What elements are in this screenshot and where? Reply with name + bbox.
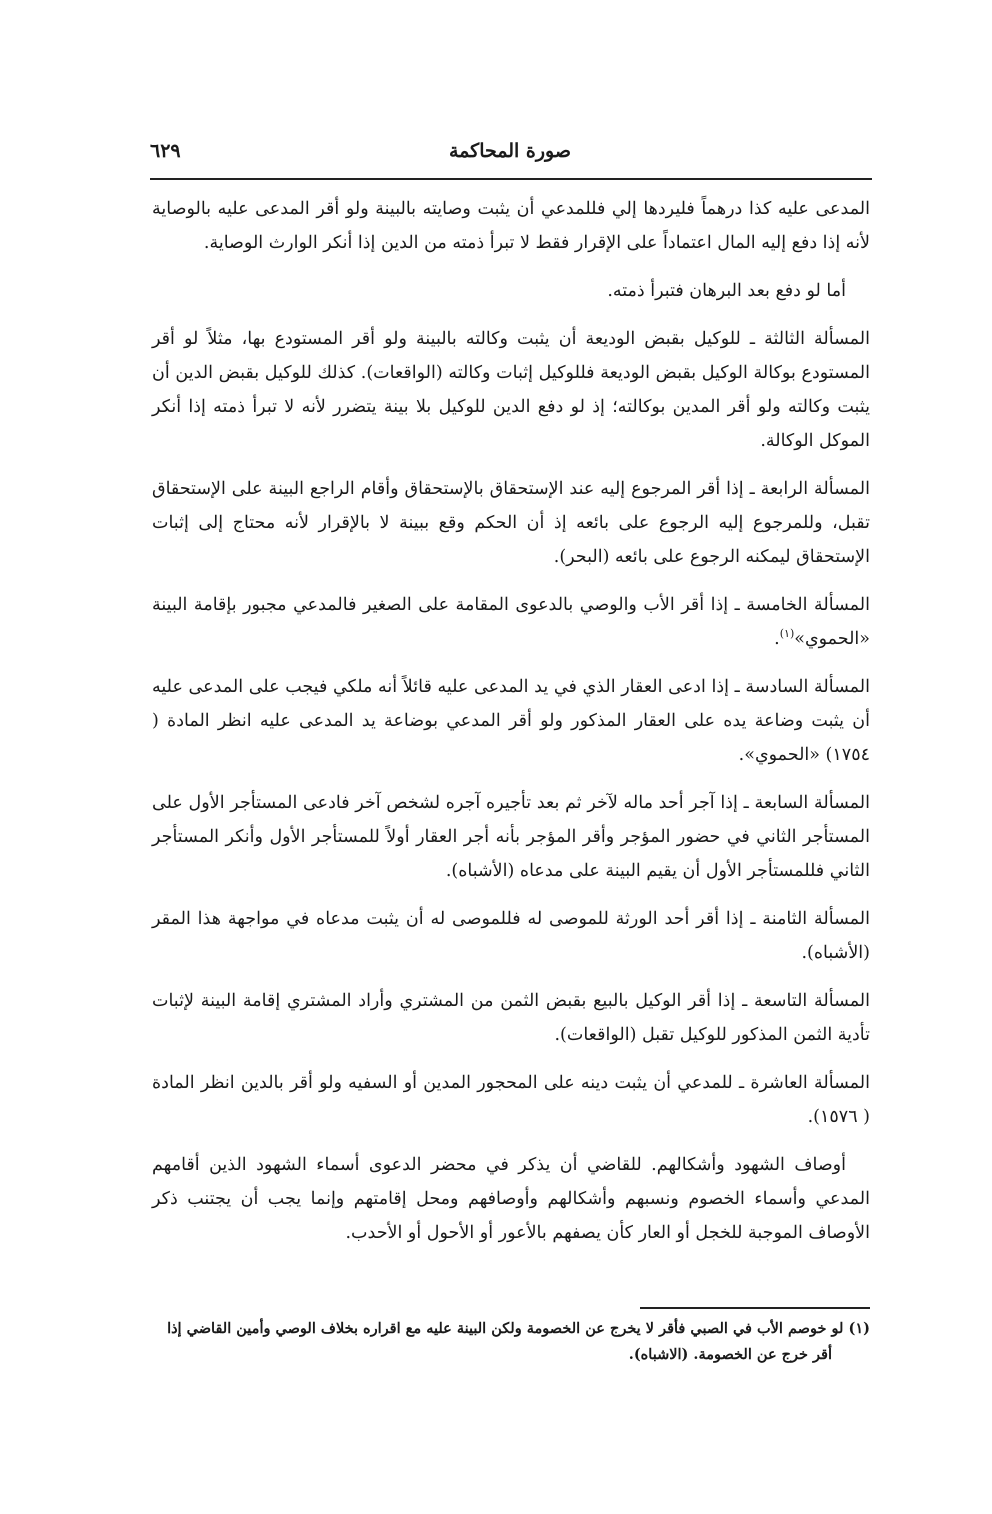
paragraph: [152, 588, 870, 656]
paragraph: أما لو دفع بعد البرهان فتبرأ ذمته.: [607, 281, 846, 301]
page-number: ٦٢٩: [150, 140, 181, 162]
footnote-rule: [640, 1307, 870, 1309]
paragraph: أوصاف الشهود وأشكالهم. للقاضي أن يذكر في محضر الدعوى أسماء الشهود الذين أقامهم المدعي وأسماء الخصوم ونسبهم وأشكالهم وأوصافهم ومحل إقامتهم وإنما يجب أن يجتنب ذكر الأوصاف الموجبة للخجل أو العار كأن يصفهم بالأعور أو الأحول أو الأحدب.: [152, 1155, 870, 1243]
footnote-ref: (١): [779, 627, 795, 641]
paragraph: المسألة الثالثة ـ للوكيل بقبض الوديعة أن يثبت وكالته بالبينة ولو أقر المستودع بها، مثلاً لو أقر المستودع بوكالة الوكيل بقبض الوديعة فللوكيل إثبات وكالته (الواقعات). كذلك للوكيل بقبض الدين أن يثبت وكالته ولو أقر المدين بوكالته؛ إذ لو دفع الدين للوكيل بلا بينة يتضرر لأنه لا تبرأ ذمته إذا أنكر الموكل الوكالة.: [152, 329, 870, 451]
paragraph: المسألة الرابعة ـ إذا أقر المرجوع إليه عند الإستحقاق بالإستحقاق وأقام الراجع البينة على الإستحقاق تقبل، وللمرجوع إليه الرجوع على بائعه إذ أن الحكم وقع ببينة لا بالإقرار لأنه محتاج إلى إثبات الإستحقاق ليمكنه الرجوع على بائعه (البحر).: [152, 479, 870, 567]
header-rule: [150, 178, 872, 180]
body-text: [152, 192, 870, 1264]
running-title: صورة المحاكمة: [448, 140, 571, 162]
paragraph: المسألة العاشرة ـ للمدعي أن يثبت دينه على المحجور المدين أو السفيه ولو أقر بالدين انظر المادة ( ١٥٧٦).: [152, 1073, 870, 1127]
paragraph-text: المسألة الخامسة ـ إذا أقر الأب والوصي بالدعوى المقامة على الصغير فالمدعي مجبور بإقامة البينة «الحموي»: [152, 595, 870, 649]
paragraph: المسألة الثامنة ـ إذا أقر أحد الورثة للموصى له فللموصى له أن يثبت مدعاه في مواجهة هذا المقر (الأشباه).: [152, 909, 870, 963]
paragraph: المدعى عليه كذا درهماً فليردها إلي فللمدعي أن يثبت وصايته بالبينة ولو أقر المدعى عليه بالوصاية لأنه إذا دفع إليه المال اعتماداً على الإقرار فقط لا تبرأ ذمته من الدين إذا أنكر الوارث الوصاية.: [152, 199, 870, 253]
paragraph-end: .: [774, 629, 780, 649]
paragraph: المسألة السابعة ـ إذا آجر أحد ماله لآخر ثم بعد تأجيره آجره لشخص آخر فادعى المستأجر الأول على المستأجر الثاني في حضور المؤجر وأقر المؤجر بأنه أجر العقار أولاً للمستأجر الأول وأنكر المستأجر الثاني فللمستأجر الأول أن يقيم البينة على مدعاه (الأشباه).: [152, 793, 870, 881]
paragraph: المسألة التاسعة ـ إذا أقر الوكيل بالبيع بقبض الثمن من المشتري وأراد المشتري إقامة البينة لإثبات تأدية الثمن المذكور للوكيل تقبل (الواقعات).: [152, 991, 871, 1045]
page-header: [150, 140, 870, 172]
paragraph: المسألة السادسة ـ إذا ادعى العقار الذي في يد المدعى عليه قائلاً أنه ملكي فيجب على المدعى عليه أن يثبت وضاعة يده على العقار المذكور ولو أقر المدعي بوضاعة يد المدعى عليه انظر المادة ( ١٧٥٤) «الحموي».: [152, 677, 870, 765]
footnote-marker: (١): [848, 1320, 870, 1337]
footnote-text: لو خوصم الأب في الصبي فأقر لا يخرج عن الخصومة ولكن البينة عليه مع اقراره بخلاف الوصي وأمين القاضي إذا أقر خرج عن الخصومة. (الاشباه).: [167, 1320, 844, 1363]
footnotes: [152, 1316, 870, 1368]
footnote: [152, 1316, 870, 1368]
